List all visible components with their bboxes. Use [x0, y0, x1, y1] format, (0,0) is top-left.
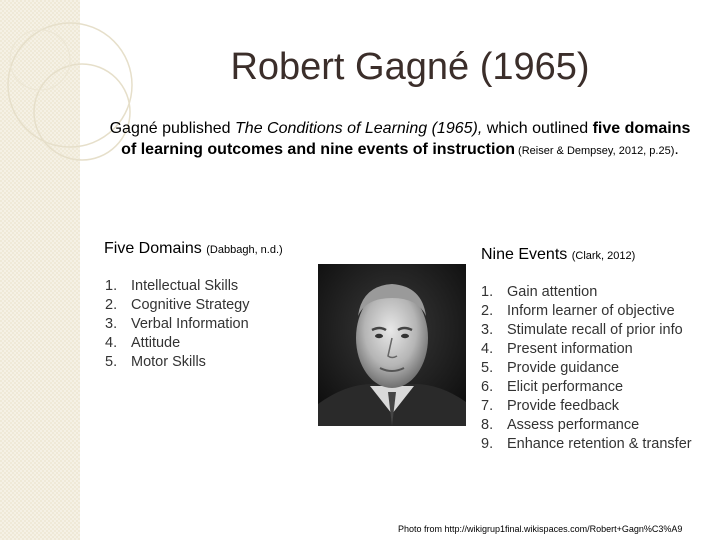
list-item — [481, 435, 711, 454]
list-label: Motor Skills — [131, 354, 206, 370]
intro-text-2: which outlined — [482, 120, 593, 137]
intro-paragraph — [100, 118, 700, 162]
list-number: 3. — [105, 316, 118, 332]
list-item — [105, 315, 305, 334]
list-label: Intellectual Skills — [131, 278, 239, 294]
list-number: 5. — [481, 360, 494, 376]
portrait-photo — [318, 264, 466, 426]
list-number: 2. — [105, 297, 118, 313]
list-item — [105, 353, 305, 372]
list-label: Gain attention — [507, 284, 598, 300]
domains-heading-text: Five Domains — [104, 240, 207, 257]
decorative-circles — [0, 0, 200, 200]
slide-title: Robert Gagné (1965) — [230, 46, 590, 88]
list-number: 5. — [105, 354, 118, 370]
events-heading — [481, 246, 635, 264]
list-number: 3. — [481, 322, 494, 338]
list-label: Stimulate recall of prior info — [507, 322, 683, 338]
list-item — [105, 296, 305, 315]
events-citation: (Clark, 2012) — [571, 250, 636, 262]
list-label: Assess performance — [507, 417, 640, 433]
list-number: 1. — [105, 278, 118, 294]
list-label: Attitude — [131, 335, 181, 351]
list-number: 8. — [481, 417, 494, 433]
domains-list — [105, 277, 305, 372]
list-label: Provide guidance — [507, 360, 620, 376]
list-item — [105, 334, 305, 353]
list-number: 1. — [481, 284, 494, 300]
intro-emphasis: five domains of learning outcomes and nine events of instruction — [121, 120, 691, 158]
list-item — [481, 397, 711, 416]
list-label: Enhance retention & transfer — [507, 436, 692, 452]
list-label: Verbal Information — [131, 316, 249, 332]
intro-citation: (Reiser & Dempsey, 2012, p.25) — [515, 145, 675, 157]
list-number: 4. — [105, 335, 118, 351]
portrait-image — [318, 264, 466, 426]
list-label: Elicit performance — [507, 379, 624, 395]
list-item — [481, 283, 711, 302]
domains-heading — [104, 240, 283, 258]
book-title: The Conditions of Learning (1965), — [235, 120, 483, 137]
list-item — [481, 416, 711, 435]
intro-text-1: Gagné published — [109, 120, 236, 137]
events-heading-text: Nine Events — [481, 246, 572, 263]
list-number: 9. — [481, 436, 494, 452]
list-item — [481, 321, 711, 340]
photo-credit: Photo from http://wikigrup1final.wikispaces.com/Robert+Gagn%C3%A9 — [398, 524, 683, 534]
list-item — [105, 277, 305, 296]
list-number: 4. — [481, 341, 494, 357]
list-label: Present information — [507, 341, 633, 357]
list-number: 2. — [481, 303, 494, 319]
events-list — [481, 283, 711, 454]
intro-end: . — [674, 141, 679, 158]
list-label: Inform learner of objective — [507, 303, 675, 319]
list-item — [481, 302, 711, 321]
list-number: 6. — [481, 379, 494, 395]
list-label: Provide feedback — [507, 398, 620, 414]
list-item — [481, 378, 711, 397]
list-number: 7. — [481, 398, 494, 414]
list-item — [481, 359, 711, 378]
list-item — [481, 340, 711, 359]
list-label: Cognitive Strategy — [131, 297, 250, 313]
domains-citation: (Dabbagh, n.d.) — [206, 244, 283, 256]
